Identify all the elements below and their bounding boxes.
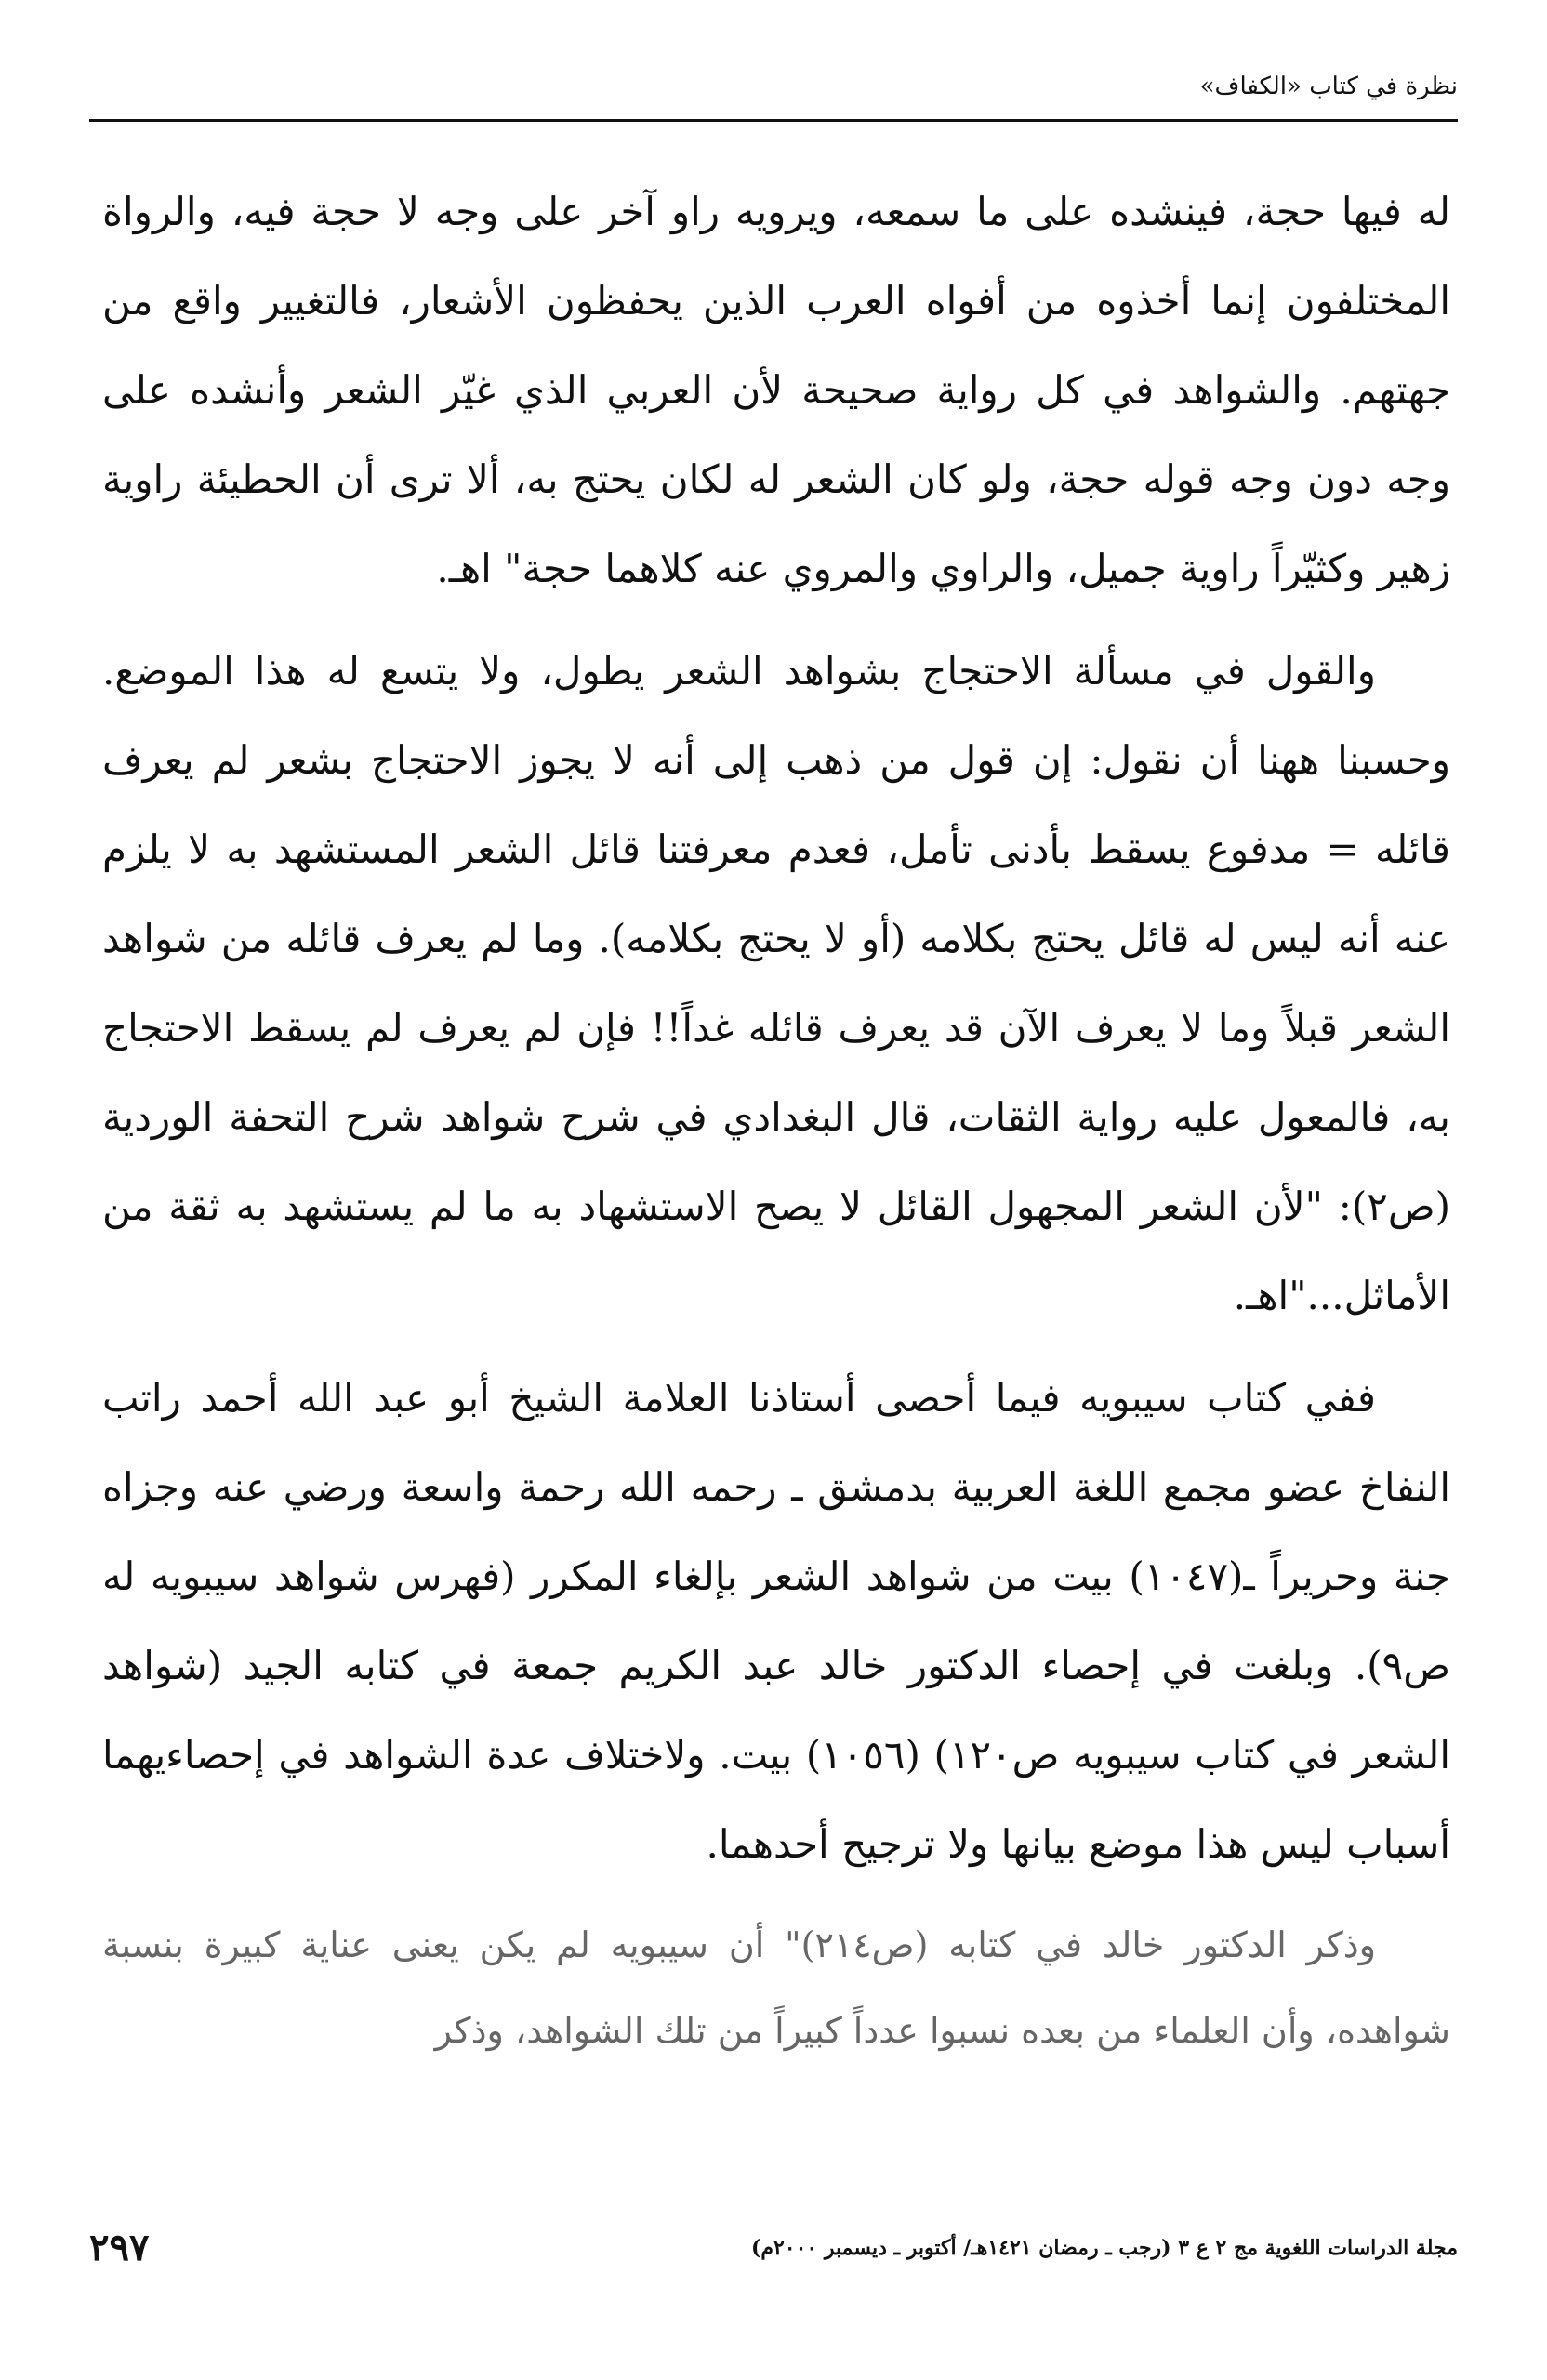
journal-citation: مجلة الدراسات اللغوية مج ٢ ع ٣ (رجب ـ رمضان ١٤٢١هـ/ أكتوبر ـ ديسمبر ٢٠٠٠م) — [750, 2236, 1458, 2260]
paragraph-poetry-evidence: والقول في مسألة الاحتجاج بشواهد الشعر يطول، ولا يتسع له هذا الموضع. وحسبنا ههنا أن نقول: إن قول من ذهب إلى أنه لا يجوز الاحتجاج بشعر لم يعرف قائله = مدفوع يسقط بأدنى تأمل، فعدم معرفتنا قائل الشعر المستشهد به لا يلزم عنه أنه ليس له قائل يحتج بكلامه (أو لا يحتج بكلامه). وما لم يعرف قائله من شواهد الشعر قبلاً وما لا يعرف الآن قد يعرف قائله غداً!! فإن لم يعرف لم يسقط الاحتجاج به، فالمعول عليه رواية الثقات، قال البغدادي في شرح شواهد شرح التحفة الوردية (ص٢): "لأن الشعر المجهول القائل لا يصح الاستشهاد به ما لم يستشهد به ثقة من الأماثل..."اهـ. — [102, 648, 1450, 1318]
paragraph-continuation: له فيها حجة، فينشده على ما سمعه، ويرويه راو آخر على وجه لا حجة فيه، والرواة المختلفون إنما أخذوه من أفواه العرب الذين يحفظون الأشعار، فالتغيير واقع من جهتهم. والشواهد في كل رواية صحيحة لأن العربي الذي غيّر الشعر وأنشده على وجه دون وجه قوله حجة، ولو كان الشعر له لكان يحتج به، ألا ترى أن الحطيئة راوية زهير وكثيّراً راوية جميل، والراوي والمروي عنه كلاهما حجة" اهـ. — [102, 189, 1450, 591]
body-text — [102, 167, 1450, 2194]
page-number: ٢٩٧ — [89, 2226, 150, 2269]
page-footer — [89, 2220, 1458, 2276]
running-header: نظرة في كتاب «الكفاف» — [1199, 73, 1458, 100]
paragraph-sibawayh-count: ففي كتاب سيبويه فيما أحصى أستاذنا العلامة الشيخ أبو عبد الله أحمد راتب النفاخ عضو مجمع اللغة العربية بدمشق ـ رحمه الله رحمة واسعة ورضي عنه وجزاه جنة وحريراً ـ(١٠٤٧) بيت من شواهد الشعر بإلغاء المكرر (فهرس شواهد سيبويه له ص٩). وبلغت في إحصاء الدكتور خالد عبد الكريم جمعة في كتابه الجيد (شواهد الشعر في كتاب سيبويه ص١٢٠) (١٠٥٦) بيت. ولاختلاف عدة الشواهد في إحصاءيهما أسباب ليس هذا موضع بيانها ولا ترجيح أحدهما. — [102, 1375, 1450, 1867]
paragraph-khalid-mention: وذكر الدكتور خالد في كتابه (ص٢١٤)" أن سيبويه لم يكن يعنى عناية كبيرة بنسبة شواهده، وأن العلماء من بعده نسبوا عدداً كبيراً من تلك الشواهد، وذكر — [102, 1924, 1450, 2051]
header-divider — [89, 119, 1458, 122]
